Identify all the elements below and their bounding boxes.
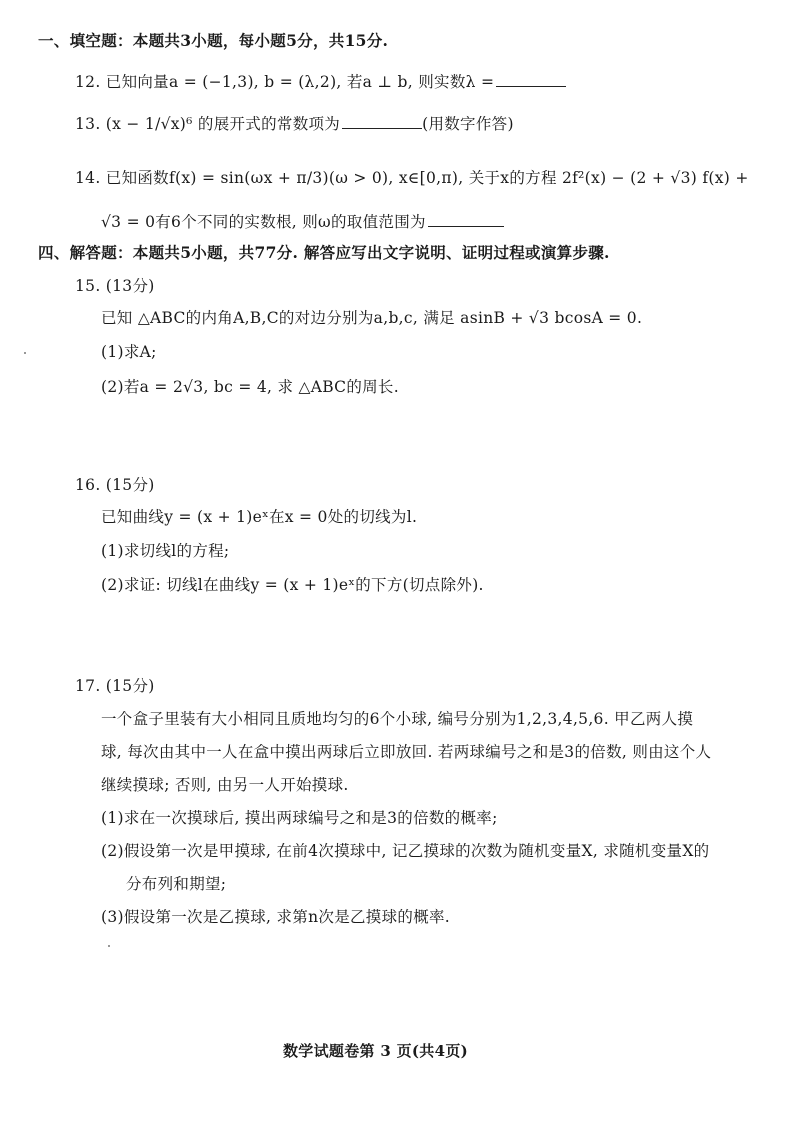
answer-blank-13[interactable]	[342, 112, 422, 129]
question-13	[75, 112, 514, 135]
question-12-text: 12. 已知向量a = (−1,3), b = (λ,2), 若a ⊥ b, 则实数λ =	[75, 73, 495, 91]
question-17-part3: (3)假设第一次是乙摸球, 求第n次是乙摸球的概率.	[101, 908, 451, 926]
question-17-stem-2: 球, 每次由其中一人在盒中摸出两球后立即放回. 若两球编号之和是3的倍数, 则由这个人	[101, 743, 712, 761]
question-13-text: 13. (x − 1/√x)⁶ 的展开式的常数项为	[75, 115, 341, 133]
question-16-part2: (2)求证: 切线l在曲线y = (x + 1)eˣ的下方(切点除外).	[101, 576, 484, 594]
question-16-part1: (1)求切线l的方程;	[101, 542, 230, 560]
question-13-tail: (用数字作答)	[422, 115, 514, 133]
question-17-part2b: 分布列和期望;	[126, 875, 227, 893]
question-17-stem-3: 继续摸球; 否则, 由另一人开始摸球.	[101, 776, 349, 794]
scan-speck	[24, 352, 26, 354]
question-14-line2-wrap	[101, 210, 504, 233]
page-footer: 数学试题卷第 3 页(共4页)	[283, 1042, 469, 1060]
section-fill-in-title: 一、填空题：本题共3小题，每小题5分，共15分.	[38, 31, 389, 50]
question-17-part2a: (2)假设第一次是甲摸球, 在前4次摸球中, 记乙摸球的次数为随机变量X, 求随机变量X的	[101, 842, 710, 860]
question-17-stem-1: 一个盒子里装有大小相同且质地均匀的6个小球, 编号分别为1,2,3,4,5,6. 甲乙两人摸	[101, 710, 694, 728]
question-16-head: 16. (15分)	[75, 476, 155, 494]
scan-speck	[108, 945, 110, 947]
question-12	[75, 70, 566, 93]
question-14-line1: 14. 已知函数f(x) = sin(ωx + π/3)(ω > 0), x∈[0,π), 关于x的方程 2f²(x) − (2 + √3) f(x) +	[75, 169, 749, 187]
question-15-part2: (2)若a = 2√3, bc = 4, 求 △ABC的周长.	[101, 378, 399, 396]
question-14-line2: √3 = 0有6个不同的实数根, 则ω的取值范围为	[101, 213, 426, 231]
question-15-head: 15. (13分)	[75, 277, 155, 295]
answer-blank-14[interactable]	[428, 210, 504, 227]
question-15-stem: 已知 △ABC的内角A,B,C的对边分别为a,b,c, 满足 asinB + √3 bcosA = 0.	[101, 309, 643, 327]
question-15-part1: (1)求A;	[101, 343, 157, 361]
question-16-stem: 已知曲线y = (x + 1)eˣ在x = 0处的切线为l.	[101, 508, 418, 526]
section-answer-title: 四、解答题：本题共5小题，共77分. 解答应写出文字说明、证明过程或演算步骤.	[38, 243, 610, 262]
question-17-head: 17. (15分)	[75, 677, 155, 695]
question-17-part1: (1)求在一次摸球后, 摸出两球编号之和是3的倍数的概率;	[101, 809, 498, 827]
answer-blank-12[interactable]	[496, 70, 566, 87]
